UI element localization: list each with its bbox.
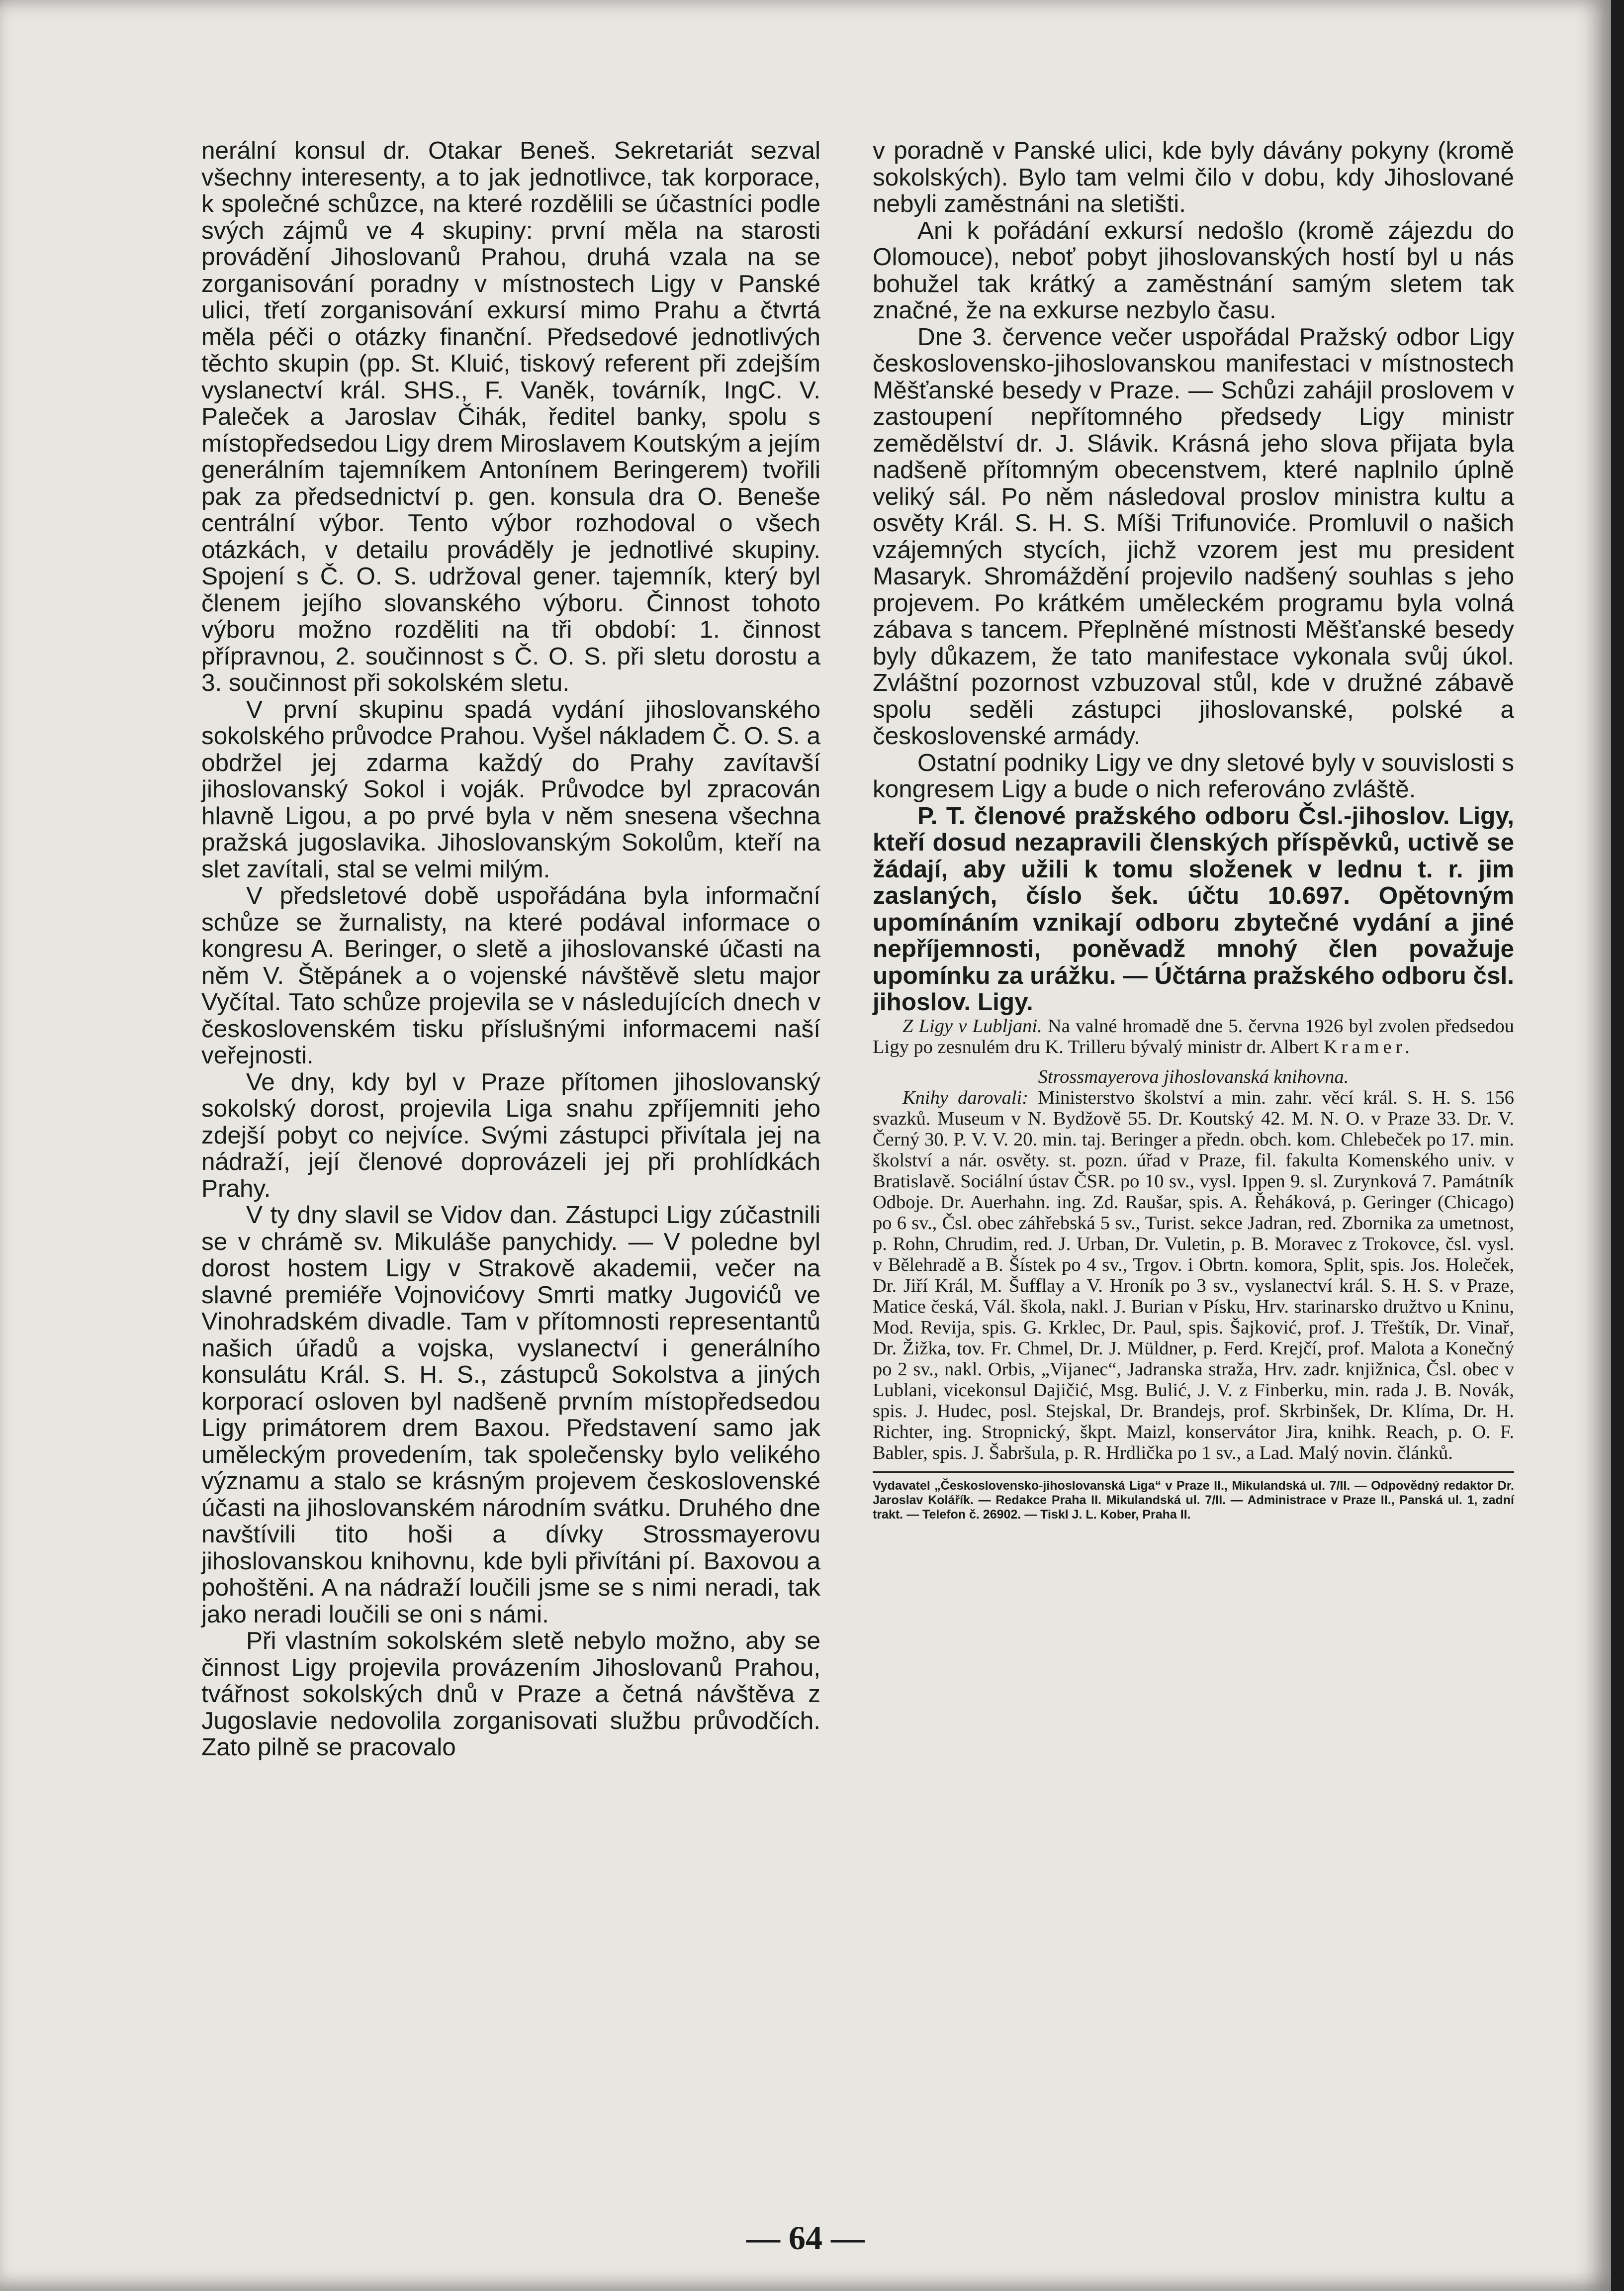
paragraph: Dne 3. července večer uspořádal Pražský odbor Ligy československo-jihoslovanskou manifestaci v místnostech Měšťanské besedy v Praze. — Schůzi zahájil proslovem v zastoupení nepřítomného předsedy Ligy ministr zemědělství dr. J. Slávik. Krásná jeho slova přijata byla nadšeně přítomným obecenstvem, které naplnilo úplně veliký sál. Po něm následoval proslov ministra kultu a osvěty Král. S. H. S. Míši Trifunoviće. Promluvil o našich vzájemných stycích, jichž vzorem jest mu president Masaryk. Shromáždění projevilo nadšený souhlas s jeho projevem. Po krátkém uměleckém programu byla volná zábava s tancem. Přeplněné místnosti Měšťanské besedy byly důkazem, že tato manifestace vykonala svůj úkol. Zvláštní pozornost vzbuzoval stůl, kde v družné zábavě spolu seděli zástupci jihoslovanské, polské a československé armády. [873, 323, 1514, 750]
library-heading: Strossmayerova jihoslovanská knihovna. [1038, 1066, 1349, 1087]
membership-notice: P. T. členové pražského odboru Čsl.-jihoslov. Ligy, kteří dosud nezapravili členských příspěvků, uctivě se žádají, aby užili k tomu složenek v lednu t. r. jim zaslaných, číslo šek. účtu 10.697. Opětovným upomínáním vznikají odboru zbytečné vydání a jiné nepříjemnosti, poněvadž mnohý člen považuje upomínku za urážku. — Účtárna pražského odboru čsl. jihoslov. Ligy. [873, 802, 1514, 1016]
paragraph: Ostatní podniky Ligy ve dny sletové byly v souvislosti s kongresem Ligy a bude o nich referováno zvláště. [873, 749, 1514, 803]
news-section [873, 1016, 1514, 1463]
colophon: Vydavatel „Československo-jihoslovanská Liga“ v Praze II., Mikulandská ul. 7/II. — Odpovědný redaktor Dr. Jaroslav Kolářík. — Redakce Praha II. Mikulandská ul. 7/II. — Administrace v Praze II., Panská ul. 1, zadní trakt. — Telefon č. 26902. — Tiskl J. L. Kober, Praha II. [873, 1478, 1514, 1522]
page-number: — 64 — [746, 2219, 865, 2257]
ljubljana-note-name: Kramer. [1323, 1036, 1414, 1057]
ljubljana-note-text: Na valné hromadě dne 5. června 1926 byl zvolen předsedou Ligy po zesnulém dru K. Trilleru bývalý ministr dr. Albert [873, 1015, 1515, 1057]
paragraph: Ani k pořádání exkursí nedošlo (kromě zájezdu do Olomouce), neboť pobyt jihoslovanských hostí byl u nás bohužel tak krátký a zaměstnání samým sletem tak značné, že na exkurse nezbylo času. [873, 216, 1514, 324]
library-donations [873, 1087, 1514, 1463]
ljubljana-note-label: Z Ligy v Lublјani. [902, 1015, 1042, 1037]
left-column [201, 137, 820, 1761]
paragraph: V předsletové době uspořádána byla informační schůze se žurnalisty, na které podával informace o kongresu A. Beringer, o sletě a jihoslovanské účasti na něm V. Štěpánek a o vojenské návštěvě sletu major Vyčítal. Tato schůze projevila se v následujících dnech v československém tisku příslušnými informacemi naší veřejnosti. [201, 882, 820, 1069]
paragraph: nerální konsul dr. Otakar Beneš. Sekretariát sezval všechny interesenty, a to jak jednotlivce, tak korporace, k společné schůzce, na které rozdělili se účastníci podle svých zájmů ve 4 skupiny: první měla na starosti provádění Jihoslovanů Prahou, druhá vzala na se zorganisování poradny v místnostech Ligy v Panské ulici, třetí zorganisování exkursí mimo Prahu a čtvrtá měla péči o otázky finanční. Předsedové jednotlivých těchto skupin (pp. St. Kluić, tiskový referent při zdejším vyslanectví král. SHS., F. Vaněk, továrník, IngC. V. Paleček a Jaroslav Čihák, ředitel banky, spolu s místopředsedou Ligy drem Miroslavem Koutským a jejím generálním tajemníkem Antonínem Beringerem) tvořili pak za předsednictví p. gen. konsula dra O. Beneše centrální výbor. Tento výbor rozhodoval o všech otázkách, v detailu prováděly je jednotlivé skupiny. Spojení s Č. O. S. udržoval gener. tajemník, který byl členem jejího slovanského výboru. Činnost tohoto výboru možno rozděliti na tři období: 1. činnost přípravnou, 2. součinnost s Č. O. S. při sletu dorostu a 3. součinnost při sokolském sletu. [201, 137, 820, 696]
paragraph: V první skupinu spadá vydání jihoslovanského sokolského průvodce Prahou. Vyšel nákladem Č. O. S. a obdržel jej zdarma každý do Prahy zavítavší jihoslovanský Sokol i voják. Průvodce byl zpracován hlavně Ligou, a po prvé byla v něm snesena všechna pražská jugoslavika. Jihoslovanským Sokolům, kteří na slet zavítali, stal se velmi milým. [201, 695, 820, 883]
paragraph: v poradně v Panské ulici, kde byly dávány pokyny (kromě sokolských). Bylo tam velmi čilo v dobu, kdy Jihoslované nebyli zaměstnáni na sletišti. [873, 137, 1514, 217]
library-donations-text: Ministerstvo školství a min. zahr. věcí král. S. H. S. 156 svazků. Museum v N. Bydžově 55. Dr. Koutský 42. M. N. O. v Praze 33. Dr. V. Černý 30. P. V. V. 20. min. taj. Beringer a předn. obch. kom. Chlebeček po 17. min. školství a nár. osvěty. st. pozn. úřad v Praze, fil. fakulta Komenského univ. v Bratislavě. Sociální ústav ČSR. po 10 sv., vysl. Ippen 9. sl. Zurynková 7. Památník Odboje. Dr. Auerhahn. ing. Zd. Raušar, spis. A. Řeháková, p. Geringer (Chicago) po 6 sv., Čsl. obec záhřebská 5 sv., Turist. sekce Jadran, red. Zbornika za umetnost, p. Rohn, Chrudim, red. J. Urban, Dr. Vuletin, p. B. Moravec z Trokovce, čsl. vysl. v Bělehradě a B. Šístek po 4 sv., Trgov. i Obrtn. komora, Split, spis. Jos. Holeček, Dr. Jiří Král, M. Šufflay a V. Hroník po 3 sv., vyslanectví král. S. H. S. v Praze, Matice česká, Vál. škola, nakl. J. Burian v Písku, Hrv. starinarsko družtvo u Kninu, Mod. Revija, spis. G. Krklec, Dr. Paul, spis. Šajković, prof. J. Třeštík, Dr. Vinař, Dr. Žižka, tov. Fr. Chmel, Dr. J. Müldner, p. Ferd. Krejčí, prof. Malota a Konečný po 2 sv., nakl. Orbis, „Vijanec“, Jadranska straža, Hrv. zadr. knjižnica, Čsl. obec v Lublani, vicekonsul Dajičić, Msg. Bulić, J. V. z Finberku, min. rada J. B. Novák, spis. J. Hudec, posl. Stejskal, Dr. Brandejs, prof. Skrbinšek, Dr. Klíma, Dr. H. Richter, ing. Stropnický, škpt. Maizl, konservátor Jira, knihk. Reach, p. O. F. Babler, spis. J. Šabršula, p. R. Hrdlička po 1 sv., a Lad. Malý novin. článků. [873, 1087, 1514, 1463]
paragraph: Ve dny, kdy byl v Praze přítomen jihoslovanský sokolský dorost, projevila Liga snahu zpříjemniti jeho zdejší pobyt co nejvíce. Svými zástupci přivítala jej na nádraží, její členové doprovázeli jej při prohlídkách Prahy. [201, 1068, 820, 1202]
divider [873, 1471, 1514, 1473]
ljubljana-note [873, 1016, 1514, 1057]
paragraph: Při vlastním sokolském sletě nebylo možno, aby se činnost Ligy projevila provázením Jihoslovanů Prahou, tvářnost sokolských dnů v Praze a četná návštěva z Jugoslavie nedovolila zorganisovati službu průvodčích. Zato pilně se pracovalo [201, 1627, 820, 1761]
paragraph: V ty dny slavil se Vidov dan. Zástupci Ligy zúčastnili se v chrámě sv. Mikuláše panychidy. — V poledne byl dorost hostem Ligy v Strakově akademii, večer na slavné premiéře Vojnovićovy Smrti matky Jugovićů ve Vinohradském divadle. Tam v přítomnosti representantů našich úřadů a vojska, vyslanectví i generálního konsulátu Král. S. H. S., zástupců Sokolstva a jiných korporací osloven byl nadšeně prvním místopředsedou Ligy primátorem drem Baxou. Představení samo jak uměleckým provedením, tak společensky bylo velikého významu a stalo se krásným projevem československé účasti na jihoslovanském národním svátku. Druhého dne navštívili tito hoši a dívky Strossmayerovu jihoslovanskou knihovnu, kde byli přivítáni pí. Baxovou a pohoštěni. A na nádraží loučili jsme se s nimi neradi, tak jako neradi loučili se oni s námi. [201, 1201, 820, 1628]
right-column [873, 137, 1514, 1522]
library-donations-label: Knihy darovali: [902, 1087, 1029, 1108]
